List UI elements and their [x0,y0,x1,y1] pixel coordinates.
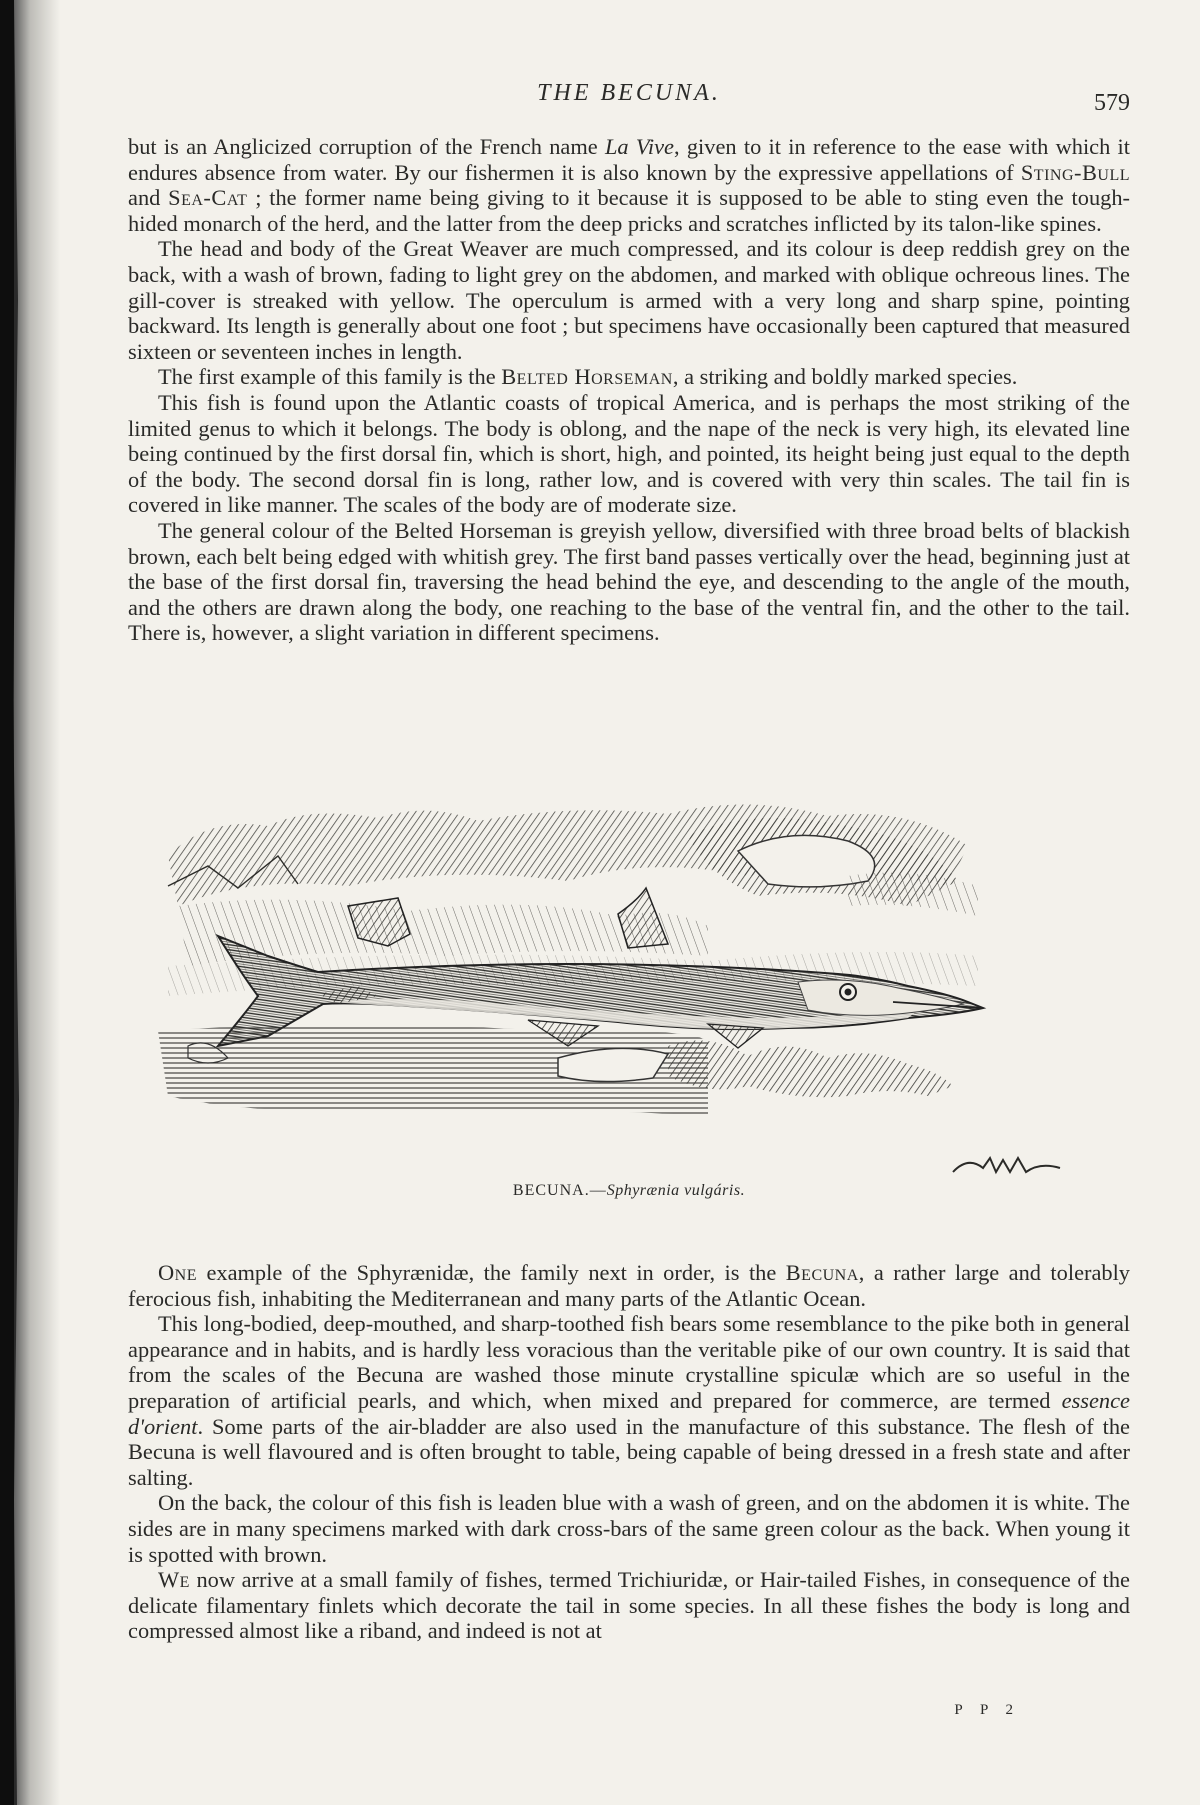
running-title: THE BECUNA. [537,80,721,106]
paragraph-4: This fish is found upon the Atlantic coasts of tropical America, and is perhaps the most striking of the limited genus to which it belongs. The body is oblong, and the nape of the neck is very high, its elevated line being continued by the first dorsal fin, which is short, high, and pointed, its height being just equal to the depth of the body. The second dorsal fin is long, rather low, and is covered with very thin scales. The tail fin is covered in like manner. The scales of the body are of moderate size. [128,389,1130,518]
text-run: , a rather large and tolerably ferocious fish, inhabiting the Mediterranean and many parts of the Atlantic Ocean. [128,1260,1131,1311]
caption-label: BECUNA.— [512,1182,607,1199]
paragraph-9 [128,1567,1130,1644]
paragraph-6 [128,1260,1130,1311]
book-page [128,70,1130,1770]
engraving-svg [148,796,1108,1168]
small-caps-run: One [158,1260,197,1285]
italic-run: La Vive [604,134,674,159]
italic-run: essence d'orient [128,1387,1130,1439]
signature-mark: P P 2 [954,1702,1020,1718]
page-number: 579 [1094,90,1130,116]
figure-caption [128,1182,1130,1200]
text-run: now arrive at a small family of fishes, termed Trichiuridæ, or Hair-tailed Fishes, in consequence of the delicate filamentary finlets which decorate the tail in some species. In all these fishes the body is long and compressed almost like a riband, and indeed is not at [128,1567,1130,1644]
text-run: , a striking and boldly marked species. [672,364,1018,390]
text-run: and [128,185,169,211]
lower-text-block [128,1260,1130,1644]
text-run: The first example of this family is the [158,364,502,390]
paragraph-7 [128,1311,1130,1490]
small-caps-run: Becuna [785,1260,859,1285]
text-run: example of the Sphyrænidæ, the family next in order, is the [197,1260,786,1285]
engraver-signature-mark [948,1150,1068,1178]
small-caps-run: We [158,1567,190,1593]
paragraph-8: On the back, the colour of this fish is leaden blue with a wash of green, and on the abdomen it is white. The sides are in many specimens marked with dark cross-bars of the same green colour as the back. When young it is spotted with brown. [128,1490,1130,1567]
upper-text-block [128,134,1130,646]
text-run: but is an Anglicized corruption of the French name [128,134,605,159]
paragraph-3 [128,364,1130,390]
paragraph-5: The general colour of the Belted Horseman is greyish yellow, diversified with three broad belts of blackish brown, each belt being edged with whitish grey. The first band passes vertically over the head, beginning just at the base of the first dorsal fin, traversing the head behind the eye, and descending to the angle of the mouth, and the others are drawn along the body, one reaching to the base of the ventral fin, and the other to the tail. There is, however, a slight variation in different specimens. [128,517,1130,646]
text-run: This long-bodied, deep-mouthed, and sharp-toothed fish bears some resemblance to the pike both in general appearance and in habits, and is hardly less voracious than the veritable pike of our own country. It is said that from the scales of the Becuna are washed those minute crystalline spiculæ which are so useful in the preparation of artificial pearls, and which, when mixed and prepared for commerce, are termed [128,1311,1130,1413]
paragraph-2: The head and body of the Great Weaver are much compressed, and its colour is deep reddish grey on the back, with a wash of brown, fading to light grey on the abdomen, and marked with oblique ochreous lines. The gill-cover is streaked with yellow. The operculum is armed with a very long and sharp spine, pointing backward. Its length is generally about one foot ; but specimens have occasionally been captured that measured sixteen or seventeen inches in length. [128,236,1130,364]
text-run: , given to it in reference to the ease with which it endures absence from water. By our fishermen it is also known by the expressive appellations of [128,134,1131,185]
caption-species: Sphyrænia vulgáris. [606,1182,746,1199]
binding-edge [0,0,20,1805]
small-caps-run: Belted Horseman [501,364,673,390]
becuna-illustration [148,796,1108,1168]
small-caps-run: Sea-Cat [168,185,248,211]
text-run: . Some parts of the air-bladder are also used in the manufacture of this substance. The flesh of the Becuna is well flavoured and is often brought to table, being capable of being dressed in a fresh state and after salting. [128,1413,1130,1490]
text-run: ; the former name being giving to it because it is supposed to be able to sting even the tough-hided monarch of the herd, and the latter from the deep pricks and scratches inflicted by its talon-like spines. [128,185,1130,236]
running-head [128,80,1130,120]
paragraph-1 [128,134,1130,236]
small-caps-run: Sting-Bull [1020,159,1130,185]
